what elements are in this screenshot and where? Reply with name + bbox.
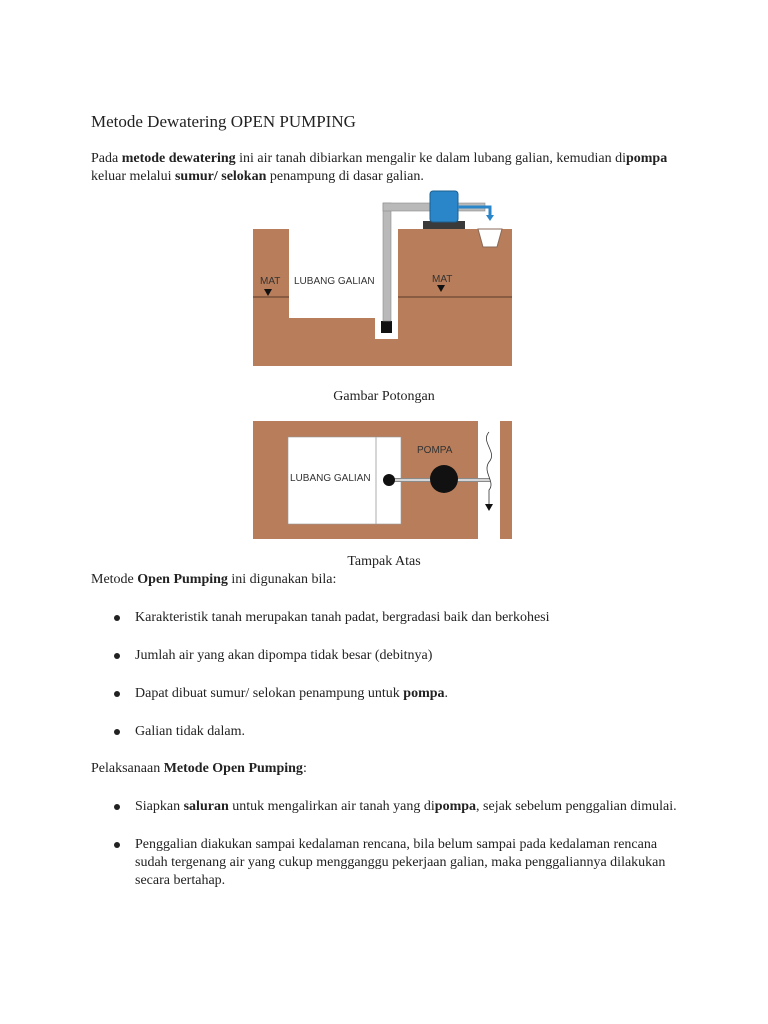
list-item	[91, 798, 681, 816]
pump-icon	[430, 465, 458, 493]
lead-text: Metode	[91, 572, 138, 587]
bullet-icon	[114, 804, 120, 810]
execution-list	[91, 798, 681, 890]
label-lubang-galian: LUBANG GALIAN	[294, 276, 375, 287]
lead-text: ini digunakan bila:	[227, 572, 337, 587]
label-mat-right: MAT	[432, 274, 453, 285]
cross-section-diagram	[240, 185, 530, 370]
list-item	[91, 836, 681, 890]
label-mat-left: MAT	[260, 276, 281, 287]
list-item-text: untuk mengalirkan air tanah yang di	[228, 799, 435, 814]
list-item	[91, 647, 681, 665]
list-item	[91, 685, 681, 703]
intro-bold: pompa	[625, 151, 668, 166]
lead-text: :	[302, 761, 307, 776]
pump-body	[430, 191, 458, 222]
lead-bold: Open Pumping	[137, 572, 228, 587]
label-pompa: POMPA	[417, 445, 453, 456]
list-item-text: Siapkan	[135, 799, 184, 814]
intro-bold: sumur/ selokan	[174, 169, 267, 184]
caption-top-view: Tampak Atas	[347, 554, 421, 569]
page-title: Metode Dewatering OPEN PUMPING	[91, 112, 356, 131]
bullet-icon	[114, 653, 120, 659]
flow-arrow-icon	[486, 215, 494, 221]
intro-bold: metode dewatering	[121, 151, 236, 166]
label-lubang-galian: LUBANG GALIAN	[290, 473, 371, 484]
lead-text: Pelaksanaan	[91, 761, 164, 776]
intro-text: Pada	[91, 151, 122, 166]
list-item-text: Penggalian diakukan sampai kedalaman rencana, bila belum sampai pada kedalaman rencana sudah tergenang air yang cukup mengganggu pekerjaan galian, maka penggaliannya dilakukan secara bertahap.	[135, 837, 666, 888]
list-item-text: .	[444, 686, 449, 701]
list-item-bold: pompa	[434, 799, 477, 814]
intro-text: penampung di dasar galian.	[266, 169, 424, 184]
list-item-text: Jumlah air yang akan dipompa tidak besar (debitnya)	[135, 648, 433, 663]
intro-text: ini air tanah dibiarkan mengalir ke dalam lubang galian, kemudian di	[235, 151, 626, 166]
pipe-vertical	[383, 203, 391, 321]
top-view-diagram	[240, 418, 530, 543]
intake-icon	[383, 474, 395, 486]
list-item-text: , sejak sebelum penggalian dimulai.	[476, 799, 677, 814]
bullet-icon	[114, 691, 120, 697]
list-item-bold: saluran	[183, 799, 229, 814]
list-item	[91, 723, 681, 741]
bullet-icon	[114, 729, 120, 735]
list-item-text: Dapat dibuat sumur/ selokan penampung untuk	[135, 686, 404, 701]
list-item	[91, 609, 681, 627]
excavation-pit	[289, 229, 398, 318]
list-item-text: Galian tidak dalam.	[135, 724, 246, 739]
intro-text: keluar melalui	[91, 169, 175, 184]
usage-lead	[91, 572, 336, 588]
bullet-icon	[114, 615, 120, 621]
bullet-icon	[114, 842, 120, 848]
list-item-bold: pompa	[403, 686, 445, 701]
list-item-text: Karakteristik tanah merupakan tanah padat, bergradasi baik dan berkohesi	[135, 610, 550, 625]
execution-lead	[91, 761, 307, 777]
intro-paragraph	[91, 150, 681, 186]
sump-intake	[381, 321, 392, 333]
lead-bold: Metode Open Pumping	[163, 761, 303, 776]
caption-section: Gambar Potongan	[333, 389, 435, 404]
usage-list	[91, 609, 681, 741]
